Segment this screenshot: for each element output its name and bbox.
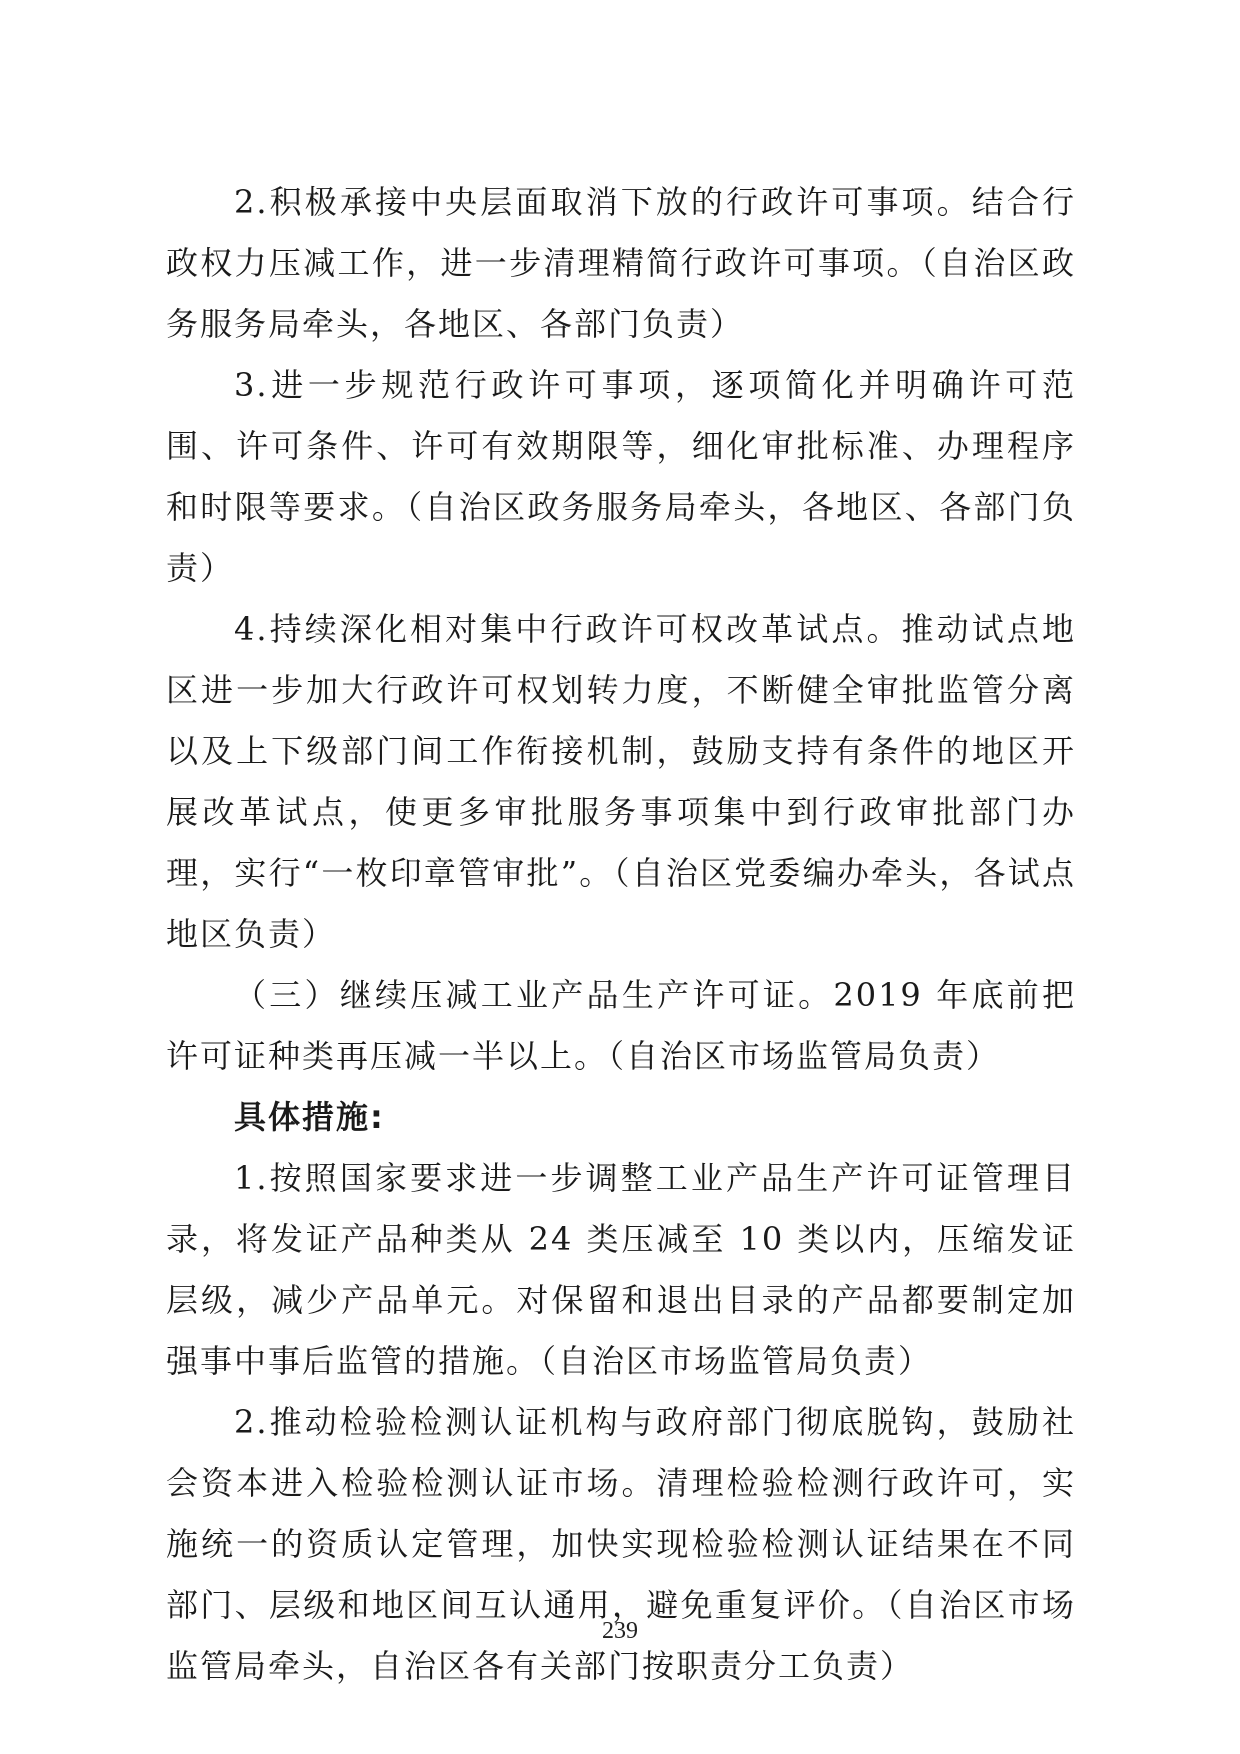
measure-item-2: 2.推动检验检测认证机构与政府部门彻底脱钩，鼓励社会资本进入检验检测认证市场。清理检验检测行政许可，实施统一的资质认定管理，加快实现检验检测认证结果在不同部门、层级和地区间互认通用，避免重复评价。（自治区市场监管局牵头，自治区各有关部门按职责分工负责） (166, 1403, 1076, 1685)
paragraph-item-3: 3.进一步规范行政许可事项，逐项简化并明确许可范围、许可条件、许可有效期限等，细化审批标准、办理程序和时限等要求。（自治区政务服务局牵头，各地区、各部门负责） (166, 366, 1076, 587)
paragraph-item-2: 2.积极承接中央层面取消下放的行政许可事项。结合行政权力压减工作，进一步清理精简行政许可事项。（自治区政务服务局牵头，各地区、各部门负责） (166, 183, 1076, 343)
page-number: 239 (602, 1618, 638, 1644)
section-three-paragraph: （三）继续压减工业产品生产许可证。2019 年底前把许可证种类再压减一半以上。（自治区市场监管局负责） (166, 976, 1076, 1075)
document-body (166, 172, 1076, 1697)
measure-item-1: 1.按照国家要求进一步调整工业产品生产许可证管理目录，将发证产品种类从 24 类压减至 10 类以内，压缩发证层级，减少产品单元。对保留和退出目录的产品都要制定加强事中事后监管的措施。（自治区市场监管局负责） (166, 1159, 1076, 1380)
paragraph-item-4: 4.持续深化相对集中行政许可权改革试点。推动试点地区进一步加大行政许可权划转力度，不断健全审批监管分离以及上下级部门间工作衔接机制，鼓励支持有条件的地区开展改革试点，使更多审批服务事项集中到行政审批部门办理，实行“一枚印章管审批”。（自治区党委编办牵头，各试点地区负责） (166, 610, 1076, 953)
measures-heading: 具体措施: (234, 1098, 385, 1136)
